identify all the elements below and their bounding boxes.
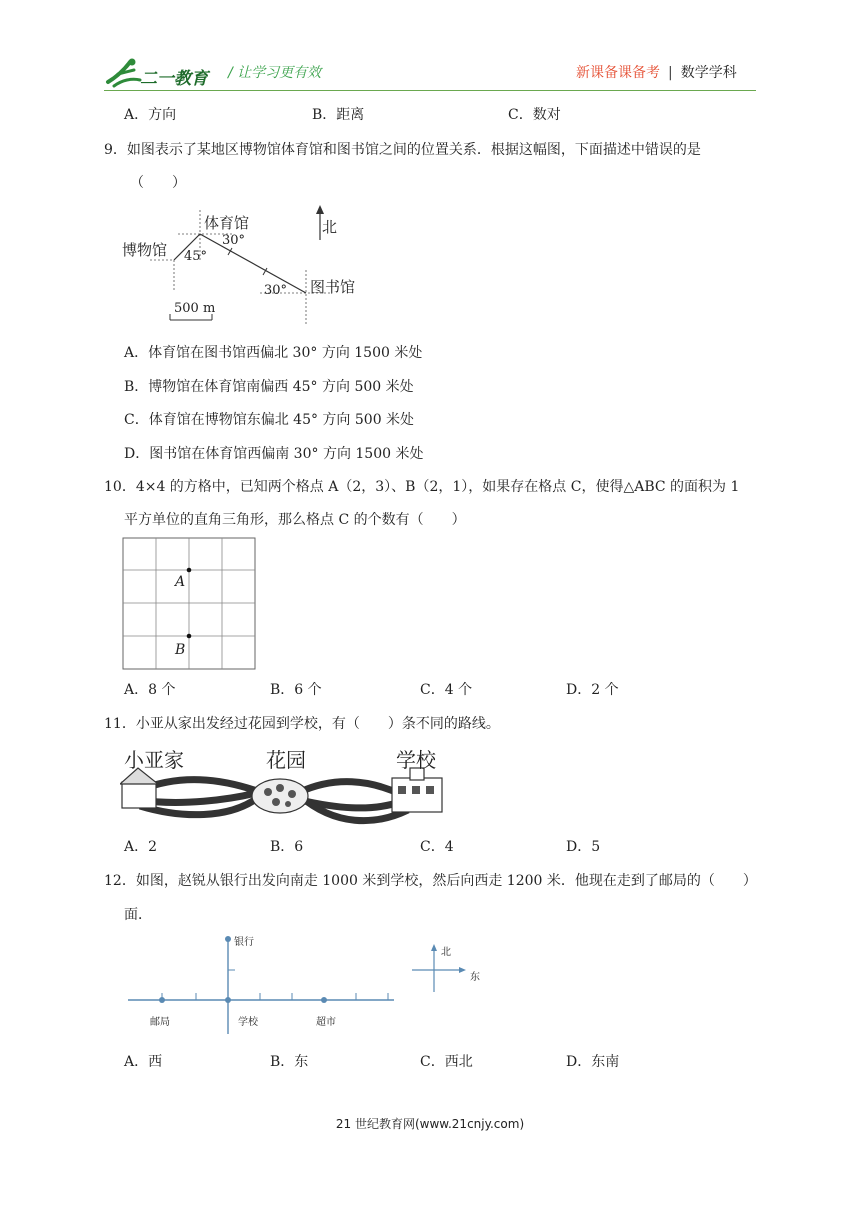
q9-label-library: 图书馆 [310, 278, 356, 296]
page-footer: 21 世纪教育网(www.21cnjy.com) [335, 1117, 525, 1131]
q9-label-gym: 体育馆 [204, 214, 250, 232]
q9-option-d: D．图书馆在体育馆西偏南 30° 方向 1500 米处 [124, 446, 424, 462]
q9-angle-45: 45° [184, 249, 208, 264]
q9-angle-30-bottom: 30° [264, 283, 288, 298]
q9-label-north: 北 [322, 218, 338, 236]
q9-option-a: A．体育馆在图书馆西偏北 30° 方向 1500 米处 [124, 345, 423, 361]
q12-option-d: D．东南 [566, 1054, 620, 1070]
q12-map-figure [124, 930, 484, 1040]
q12-label-north: 北 [441, 947, 451, 958]
grid-point-b [187, 634, 192, 639]
q12-stem-line1: 12．如图，赵锐从银行出发向南走 1000 米到学校，然后向西走 1200 米．他现在走到了邮局的（ ） [104, 873, 757, 889]
q9-blank: （ ） [130, 175, 186, 191]
q11-option-d: D．5 [566, 839, 601, 855]
q9-label-museum: 博物馆 [122, 241, 168, 259]
q8-option-b: B．距离 [312, 107, 365, 123]
school-point [225, 997, 231, 1003]
grid-point-a [187, 568, 192, 573]
q11-label-school: 学校 [396, 748, 436, 772]
header-slogan: / 让学习更有效 [228, 65, 322, 81]
supermarket-point [321, 997, 327, 1003]
logo-text: 二一教育 [140, 69, 208, 89]
brand-logo [104, 56, 224, 90]
q12-label-supermarket: 超市 [316, 1017, 336, 1028]
header-prep-text: 新课备课备考 [576, 65, 660, 81]
q10-point-b-label: B [175, 642, 186, 658]
q11-option-c: C．4 [420, 839, 454, 855]
q9-stem: 9．如图表示了某地区博物馆体育馆和图书馆之间的位置关系．根据这幅图，下面描述中错误的是 [104, 142, 701, 158]
q8-option-a: A．方向 [124, 107, 177, 123]
q11-stem: 11．小亚从家出发经过花园到学校，有（ ）条不同的路线。 [104, 716, 500, 732]
q10-option-c: C．4 个 [420, 682, 473, 698]
q11-label-garden: 花园 [266, 748, 306, 772]
bank-point [225, 936, 231, 942]
q11-option-b: B．6 [270, 839, 304, 855]
header-divider [104, 90, 756, 91]
header-right [576, 62, 737, 82]
q9-option-b: B．博物馆在体育馆南偏西 45° 方向 500 米处 [124, 379, 414, 395]
q10-option-d: D．2 个 [566, 682, 619, 698]
q10-point-a-label: A [175, 574, 186, 590]
q10-option-b: B．6 个 [270, 682, 322, 698]
header-separator: | [668, 65, 673, 81]
q12-label-post-office: 邮局 [150, 1017, 170, 1028]
post-office-point [159, 997, 165, 1003]
q9-scale-label: 500 m [174, 301, 216, 316]
header-subject: 数学学科 [680, 65, 737, 81]
q11-option-a: A．2 [124, 839, 158, 855]
q10-stem-line1: 10．4×4 的方格中，已知两个格点 A（2，3）、B（2，1），如果存在格点 C，使得△ABC 的面积为 1 [104, 479, 740, 495]
q9-angle-30-top: 30° [222, 233, 246, 248]
q10-option-a: A．8 个 [124, 682, 176, 698]
q8-option-c: C．数对 [508, 107, 561, 123]
q12-label-bank: 银行 [234, 937, 254, 948]
q11-label-home: 小亚家 [124, 748, 184, 772]
q10-stem-line2: 平方单位的直角三角形，那么格点 C 的个数有（ ） [124, 512, 466, 528]
q10-grid-figure [122, 537, 258, 671]
q12-option-c: C．西北 [420, 1054, 473, 1070]
q12-label-school: 学校 [238, 1017, 258, 1028]
q12-label-east: 东 [470, 972, 480, 983]
q9-option-c: C．体育馆在博物馆东偏北 45° 方向 500 米处 [124, 412, 415, 428]
q12-stem-line2: 面． [124, 907, 152, 923]
q12-option-a: A．西 [124, 1054, 163, 1070]
q12-option-b: B．东 [270, 1054, 309, 1070]
